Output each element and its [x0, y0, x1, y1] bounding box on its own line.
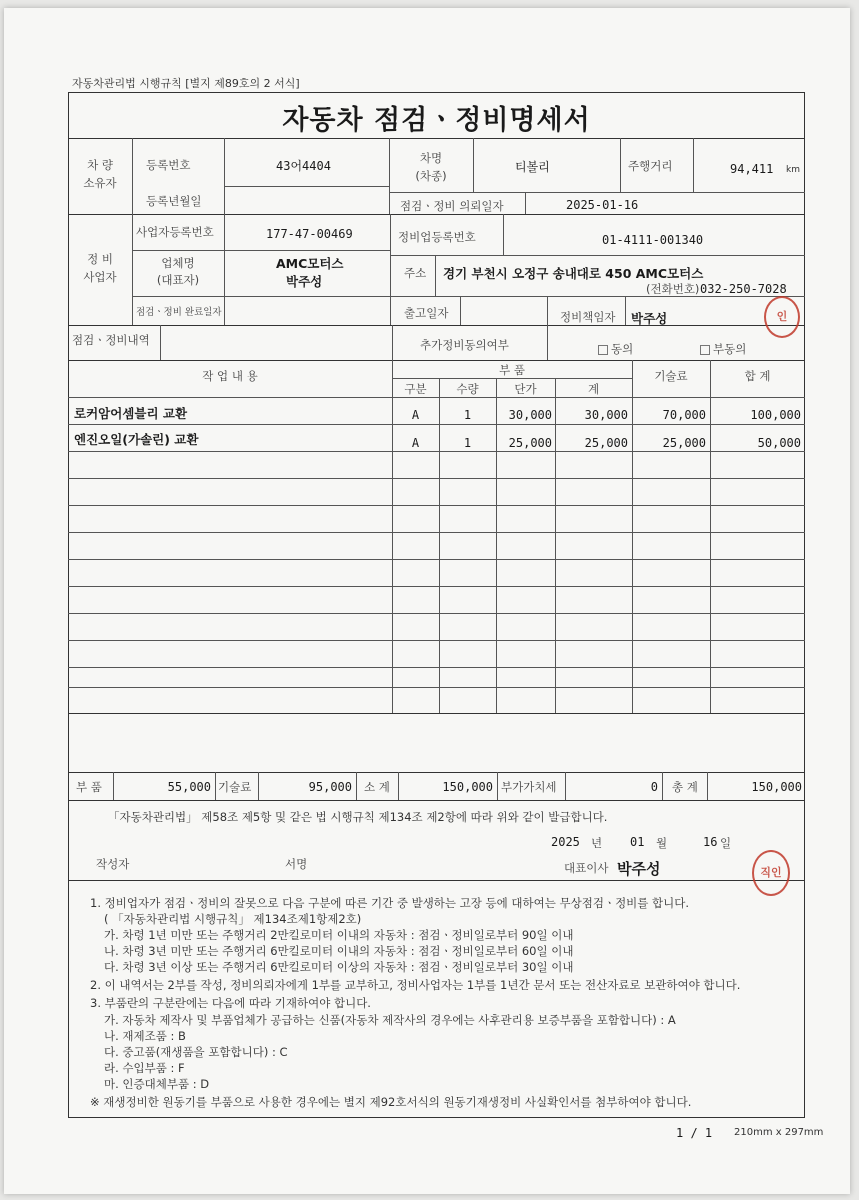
- row-sum: 25,000: [584, 436, 628, 450]
- ceo-label: 대표이사: [564, 861, 609, 875]
- reg-no-label: 등록번호: [146, 158, 191, 172]
- col-qty-header: 수량: [456, 382, 479, 396]
- reg-date-label: 등록년월일: [146, 194, 202, 208]
- row-total: 50,000: [757, 436, 801, 450]
- company-value: AMC모터스: [276, 256, 344, 271]
- total-header: 합 계: [744, 369, 771, 383]
- row-type: A: [411, 436, 420, 450]
- parts-header: 부 품: [499, 363, 525, 377]
- summary-subtotal-value: 150,000: [442, 780, 493, 794]
- details-label: 점검ㆍ정비내역: [72, 333, 150, 347]
- row-qty: 1: [463, 408, 472, 422]
- release-date-label: 출고일자: [404, 306, 449, 320]
- issue-statement: 「자동차관리법」 제58조 제5항 및 같은 법 시행규칙 제134조 제2항에 따라 위와 같이 발급합니다.: [108, 810, 608, 824]
- request-date-label: 점검ㆍ정비 의뢰일자: [400, 199, 504, 213]
- agree-text: 동의: [611, 342, 634, 356]
- company-label: 업체명: [161, 256, 195, 270]
- note-line: 가. 차령 1년 미만 또는 주행거리 2만킬로미터 이내의 자동차 : 점검ㆍ정비일로부터 90일 이내: [104, 928, 574, 942]
- shop-reg-label: 정비업등록번호: [398, 230, 476, 244]
- col-sum-header: 계: [587, 382, 600, 396]
- tech-fee-header: 기술료: [654, 369, 688, 383]
- car-type-label: (차종): [415, 169, 447, 183]
- row-work: 로커암어셈블리 교환: [74, 406, 188, 421]
- note-line: 라. 수입부품 : F: [104, 1061, 185, 1075]
- agree-option[interactable]: [598, 341, 633, 357]
- row-sum: 30,000: [584, 408, 628, 422]
- note-line: 다. 차령 3년 이상 또는 주행거리 6만킬로미터 이상의 자동차 : 점검ㆍ정비일로부터 30일 이내: [104, 960, 574, 974]
- col-type-header: 구분: [404, 382, 427, 396]
- summary-parts-value: 55,000: [167, 780, 211, 794]
- row-qty: 1: [463, 436, 472, 450]
- issue-year: 2025: [551, 835, 580, 849]
- writer-label: 작성자: [96, 857, 130, 871]
- biz-no-value: 177-47-00469: [266, 227, 353, 241]
- sign-label: 서명: [285, 857, 308, 871]
- note-line: ※ 재생정비한 원동기를 부품으로 사용한 경우에는 별지 제92호서식의 원동기재생정비 사실확인서를 첨부하여야 합니다.: [90, 1095, 692, 1109]
- note-line: ( 「자동차관리법 시행규칙」 제134조제1항제2호): [104, 912, 362, 926]
- request-date-value: 2025-01-16: [566, 198, 639, 212]
- phone-label: (전화번호): [646, 282, 700, 296]
- mileage-label: 주행거리: [628, 159, 673, 173]
- disagree-checkbox[interactable]: [700, 345, 710, 355]
- note-line: 2. 이 내역서는 2부를 작성, 정비의뢰자에게 1부를 교부하고, 정비사업자는 1부를 1년간 문서 또는 전산자료로 보관하여야 합니다.: [90, 978, 741, 992]
- summary-tech-value: 95,000: [308, 780, 352, 794]
- phone-value: 032-250-7028: [700, 282, 787, 296]
- agree-checkbox[interactable]: [598, 345, 608, 355]
- reg-no-value: 43어4404: [276, 159, 331, 173]
- summary-subtotal-label: 소 계: [364, 780, 390, 794]
- company-seal: 직인: [752, 850, 790, 896]
- note-line: 다. 중고품(재생품을 포함합니다) : C: [104, 1045, 288, 1059]
- form-caption: 자동차관리법 시행규칙 [별지 제89호의 2 서식]: [72, 77, 300, 90]
- manager-label: 정비책임자: [560, 310, 616, 324]
- disagree-option[interactable]: [700, 341, 746, 357]
- car-name-label: 차명: [419, 151, 443, 165]
- mileage-value: 94,411: [730, 162, 774, 176]
- rep-value: 박주성: [286, 274, 323, 289]
- page-indicator: 1 / 1: [676, 1126, 713, 1140]
- consent-label: 추가정비동의여부: [420, 338, 509, 352]
- row-tech-fee: 25,000: [662, 436, 706, 450]
- owner-section-label: 차 량 소유자: [83, 158, 117, 190]
- row-work: 엔진오일(가솔린) 교환: [74, 432, 199, 447]
- note-line: 나. 차령 3년 미만 또는 주행거리 6만킬로미터 이내의 자동차 : 점검ㆍ정비일로부터 60일 이내: [104, 944, 574, 958]
- complete-date-label: 점검ㆍ정비 완료일자: [136, 307, 222, 318]
- note-line: 1. 정비업자가 점검ㆍ정비의 잘못으로 다음 구분에 따른 기간 중 발생하는 고장 등에 대하여는 무상점검ㆍ정비를 합니다.: [90, 896, 690, 910]
- summary-vat-label: 부가가치세: [501, 780, 557, 794]
- mileage-unit: km: [786, 165, 800, 175]
- address-value: 경기 부천시 오정구 송내대로 450 AMC모터스: [443, 266, 704, 281]
- issue-month-unit: 월: [656, 836, 668, 850]
- col-unit-header: 단가: [514, 382, 537, 396]
- note-line: 3. 부품란의 구분란에는 다음에 따라 기재하여야 합니다.: [90, 996, 371, 1010]
- note-line: 가. 자동차 제작사 및 부품업체가 공급하는 신품(자동차 제작사의 경우에는 사후관리용 보증부품을 포함합니다) : A: [104, 1013, 676, 1027]
- rep-label: (대표자): [156, 273, 200, 287]
- issue-day-unit: 일: [720, 836, 732, 850]
- manager-value: 박주성: [631, 311, 668, 326]
- summary-tech-label: 기술료: [218, 780, 252, 794]
- note-line: 나. 재제조품 : B: [104, 1029, 186, 1043]
- issue-month: 01: [630, 835, 645, 849]
- summary-total-label: 총 계: [672, 780, 698, 794]
- row-tech-fee: 70,000: [662, 408, 706, 422]
- row-unit-price: 25,000: [508, 436, 552, 450]
- issue-year-unit: 년: [591, 836, 603, 850]
- row-unit-price: 30,000: [508, 408, 552, 422]
- paper-size: 210mm x 297mm: [734, 1127, 824, 1138]
- biz-no-label: 사업자등록번호: [136, 225, 214, 239]
- summary-vat-value: 0: [650, 780, 658, 794]
- summary-total-value: 150,000: [751, 780, 802, 794]
- car-name-value: 티볼리: [515, 160, 550, 174]
- row-total: 100,000: [750, 408, 801, 422]
- shop-reg-value: 01-4111-001340: [602, 233, 704, 247]
- manager-stamp: 인: [764, 296, 800, 338]
- issue-day: 16: [703, 835, 718, 849]
- work-header: 작 업 내 용: [202, 369, 258, 383]
- disagree-text: 부동의: [713, 342, 747, 356]
- document-title: 자동차 점검ㆍ정비명세서: [282, 105, 591, 136]
- summary-parts-label: 부 품: [76, 780, 102, 794]
- row-type: A: [411, 408, 420, 422]
- shop-section-label: 정 비 사업자: [83, 252, 117, 284]
- note-line: 마. 인증대체부품 : D: [104, 1077, 210, 1091]
- ceo-name: 박주성: [617, 860, 661, 878]
- address-label: 주소: [404, 266, 427, 280]
